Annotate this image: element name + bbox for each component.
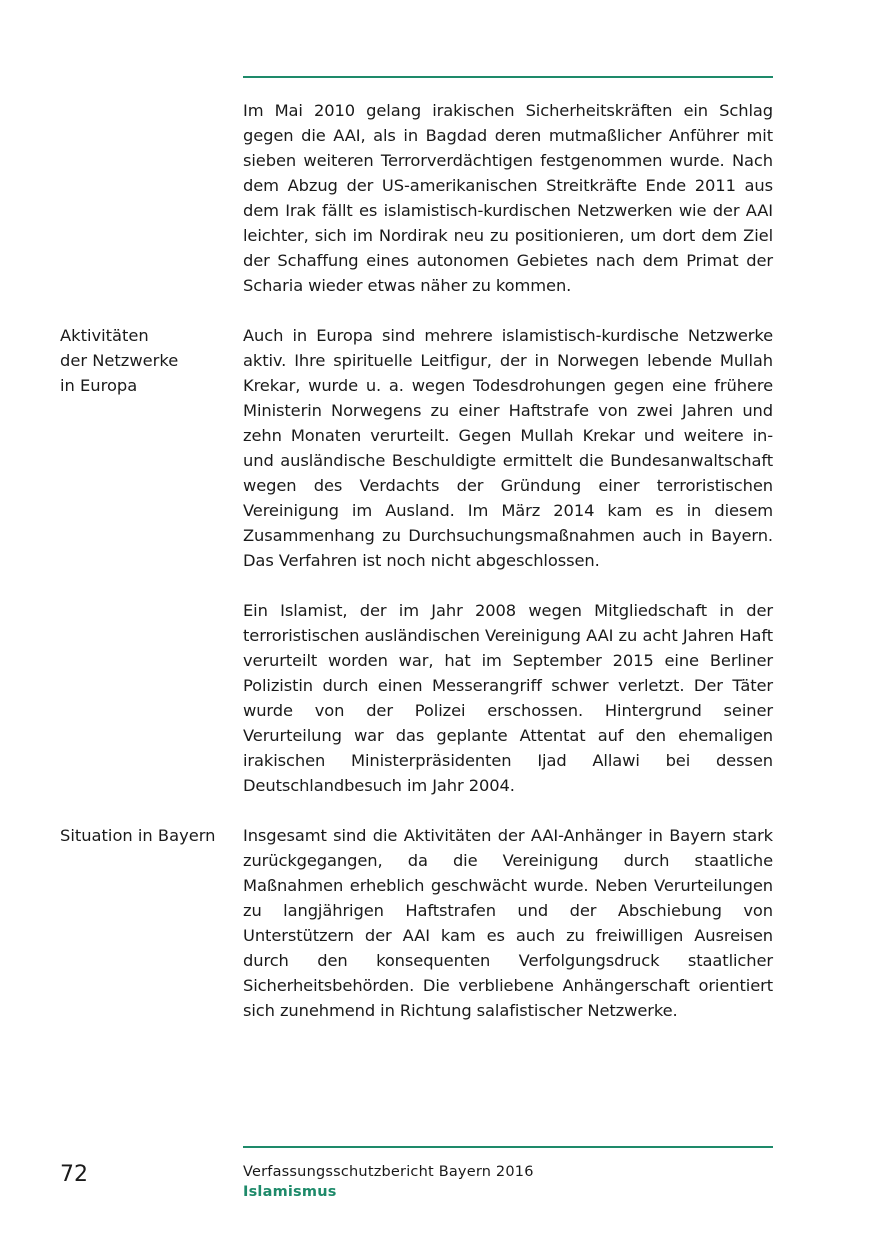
paragraph-situation-bavaria: Insgesamt sind die Aktivitäten der AAI-Anhänger in Bayern stark zurückgegangen, da die Vereinigung durch staatliche Maßnahmen erheblich geschwächt wurde. Neben Verurteilungen zu langjährigen Haftstrafen und der Abschiebung von Unterstützern der AAI kam es auch zu freiwilligen Ausreisen durch den konsequenten Verfolgungsdruck staatlicher Sicherheitsbehörden. Die verbliebene Anhängerschaft orientiert sich zunehmend in Richtung salafistischer Netzwerke. [243, 826, 773, 1020]
header-rule [243, 76, 773, 78]
margin-note-situation-bavaria: Situation in Bayern [60, 826, 216, 845]
page-number: 72 [60, 1162, 88, 1187]
footer-publication-title: Verfassungsschutzbericht Bayern 2016 [243, 1164, 534, 1180]
margin-note-networks-europe: Aktivitäten der Netzwerke in Europa [60, 326, 179, 395]
paragraph-berlin-attack: Ein Islamist, der im Jahr 2008 wegen Mitgliedschaft in der terroristischen ausländischen Vereinigung AAI zu acht Jahren Haft verurteilt worden war, hat im September 2015 eine Berliner Polizistin durch einen Messerangriff schwer verletzt. Der Täter wurde von der Polizei erschossen. Hintergrund seiner Verurteilung war das geplante Attentat auf den ehemaligen irakischen Ministerpräsidenten Ijad Allawi bei dessen Deutschlandbesuch im Jahr 2004. [243, 601, 773, 795]
paragraph-aai-iraq: Im Mai 2010 gelang irakischen Sicherheitskräften ein Schlag gegen die AAI, als in Bagdad deren mutmaßlicher Anführer mit sieben weiteren Terrorverdächtigen festgenommen wurde. Nach dem Abzug der US-amerikanischen Streitkräfte Ende 2011 aus dem Irak fällt es islamistisch-kurdischen Netzwerken wie der AAI leichter, sich im Nordirak neu zu positionieren, um dort dem Ziel der Schaffung eines autonomen Gebietes nach dem Primat der Scharia wieder etwas näher zu kommen. [243, 101, 773, 295]
paragraph-networks-europe: Auch in Europa sind mehrere islamistisch-kurdische Netzwerke aktiv. Ihre spirituelle Leitfigur, der in Norwegen lebende Mullah Krekar, wurde u. a. wegen Todesdrohungen gegen eine frühere Ministerin Norwegens zu einer Haftstrafe von zwei Jahren und zehn Monaten verurteilt. Gegen Mullah Krekar und weitere in- und ausländische Beschuldigte ermittelt die Bundesanwaltschaft wegen des Verdachts der Gründung einer terroristischen Vereinigung im Ausland. Im März 2014 kam es in diesem Zusammenhang zu Durchsuchungsmaßnahmen auch in Bayern. Das Verfahren ist noch nicht abgeschlossen. [243, 326, 773, 570]
footer-rule [243, 1146, 773, 1148]
footer-section-title: Islamismus [243, 1184, 337, 1200]
